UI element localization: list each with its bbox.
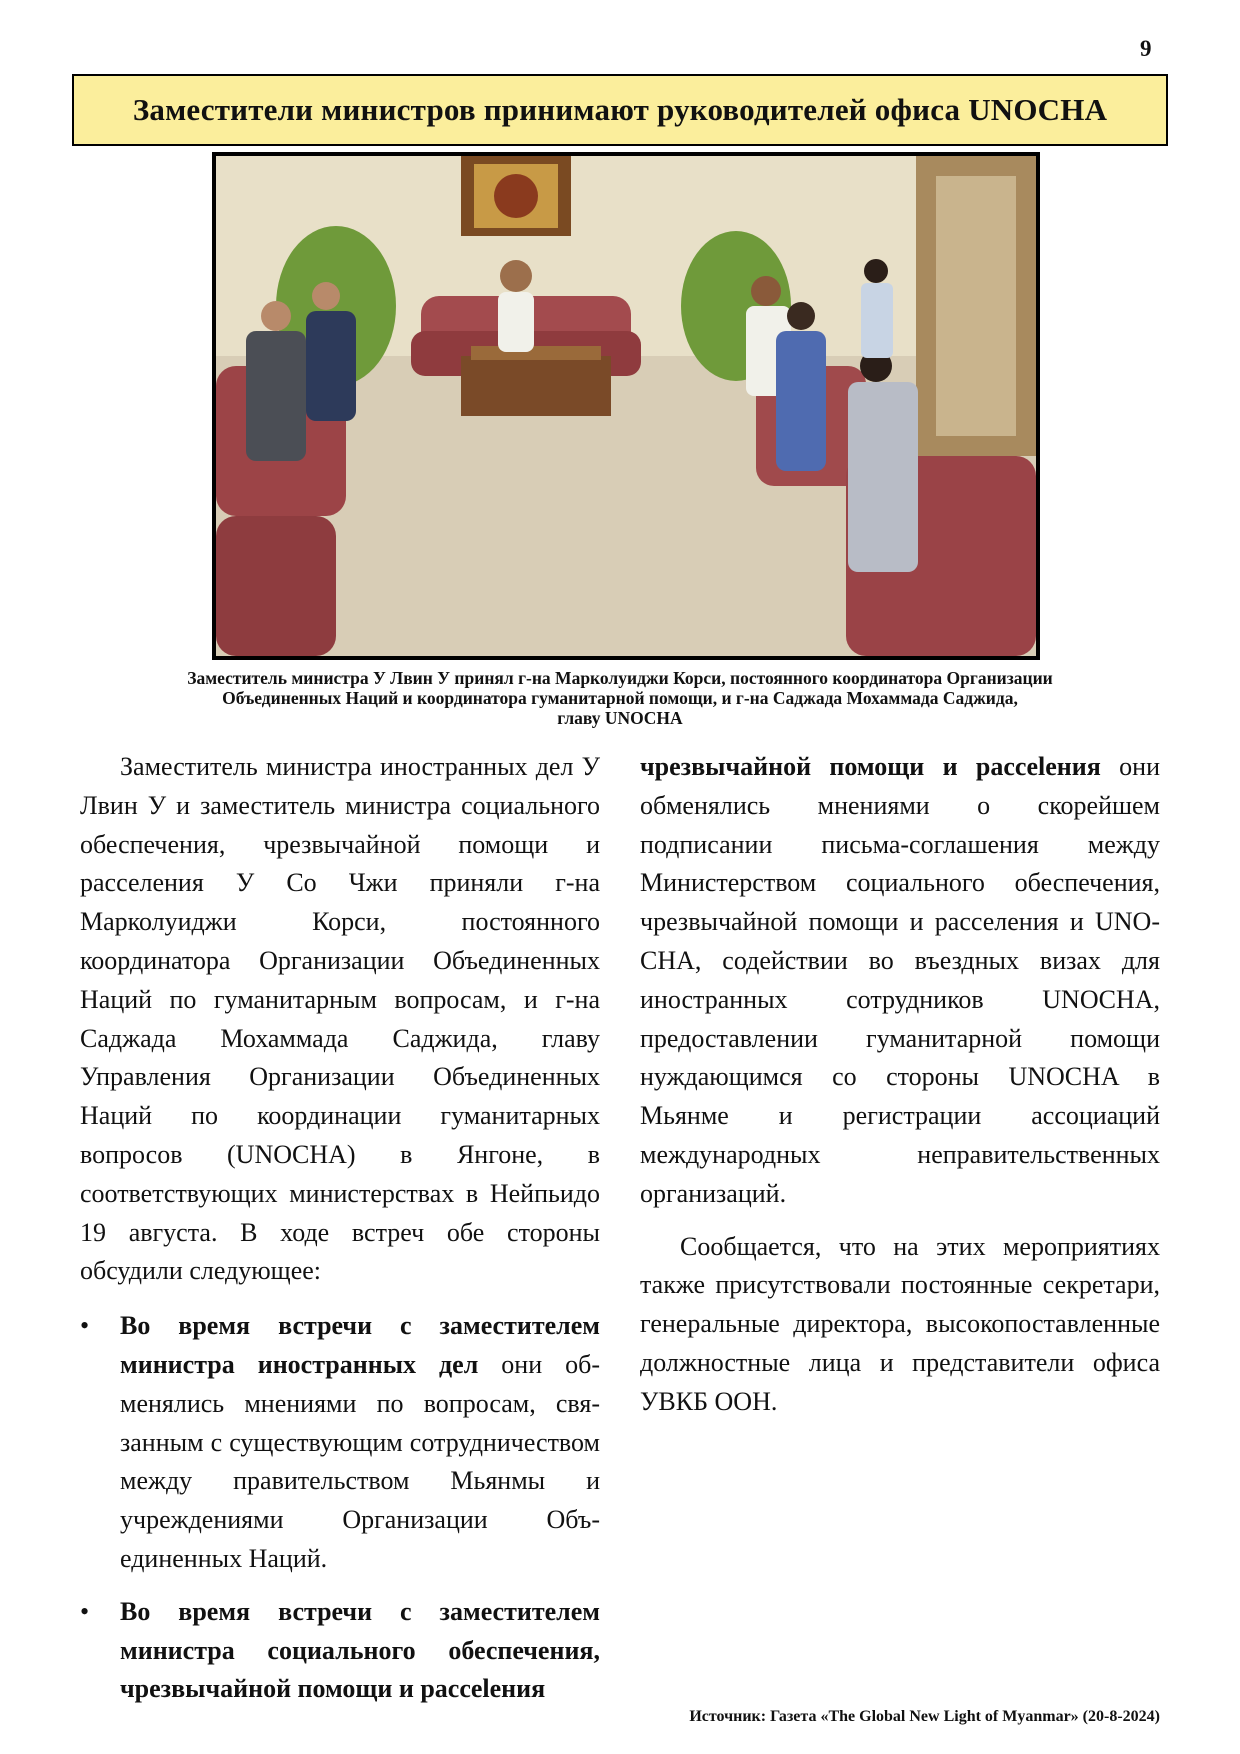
bullet-text: они обменялись мнениями о скорейшем подписании письма-соглашения между Министерством социального обеспечения, чрезвычайной помощи и расселения и UNOCHA, содействии во въездных визах для иностранных сотрудников UNOCHA, предоставлении гуманитарной помощи нуждающимся со стороны UNOCHA в Мьянме и регистрации ассоциаций международных неправительственных организаций. — [640, 752, 1160, 1208]
article-closing: Сообщается, что на этих мероприятиях также присутствовали постоянные секретари, генеральные директора, высокопоставленные должностные лица и представители офиса УВКБ ООН. — [640, 1231, 1160, 1416]
list-item — [80, 1593, 600, 1704]
photo-caption — [80, 668, 1160, 728]
meeting-room-illustration — [216, 156, 1036, 656]
meeting-points-list — [80, 1307, 600, 1704]
caption-line: главу UNOCHA — [557, 708, 683, 728]
bullet-continuation — [640, 748, 1160, 1214]
bullet-text: они обменялись мнениями по вопросам, связанным с существующим сотрудничеством между правительством Мьянмы и учреждениями Организации Объединенных Наций. — [120, 1349, 600, 1573]
bullet-lead: Во время встречи с заместителем министра социального обеспечения, чрезвычайной помощи и рассeleния — [120, 1596, 600, 1704]
list-item — [80, 1307, 600, 1579]
headline-title: Заместители министров принимают руководителей офиса UNOCHA — [132, 92, 1108, 127]
article-column-right — [640, 748, 1160, 1422]
bullet-lead-continued: чрезвычайной помощи и рассeleния — [640, 752, 1101, 781]
bullet-lead: Во время встречи с заместителем министра иностранных дел — [120, 1311, 600, 1379]
source-note: Источник: Газета «The Global New Light of Myanmar» (20-8-2024) — [689, 1708, 1160, 1725]
article-column-left — [80, 748, 600, 1704]
article-intro: Заместитель министра иностранных дел У Лвин У и заместитель министра социального обеспечения, чрезвычайной помощи и расселения У Со Чжи приняли г-на Марколуиджи Корси, постоянного координатора Организации Объединенных Наций по гуманитарным вопросам, и г-на Саджада Мохаммада Саджида, главу Управления Организации Объединенных Наций по координации гуманитарных вопросов (UNOCHA) в Янгоне, в соответствующих министерствах в Нейпьидо 19 августа. В ходе встреч обе стороны обсудили следующее: — [80, 752, 600, 1286]
news-photo — [212, 152, 1040, 660]
page-number: 9 — [1140, 36, 1152, 61]
headline-banner — [72, 74, 1168, 146]
caption-line: Объединенных Наций и координатора гуманитарной помощи, и г-на Саджада Мохаммада Саджида, — [222, 688, 1018, 708]
caption-line: Заместитель министра У Лвин У принял г-на Марколуиджи Корси, постоянного координатора Организации — [187, 668, 1053, 688]
